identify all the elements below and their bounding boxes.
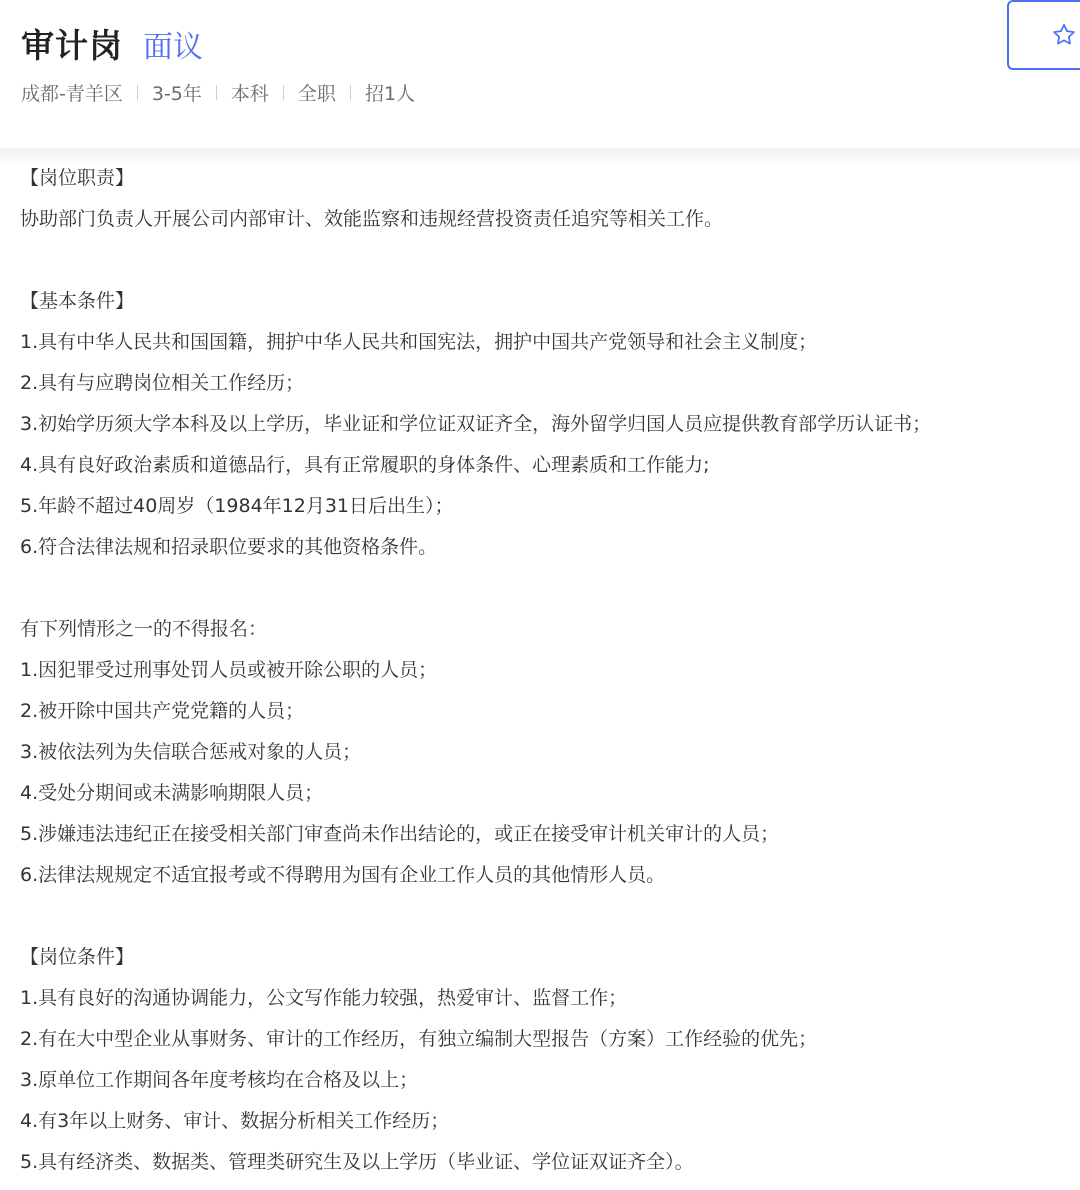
spacer (20, 247, 1070, 288)
meta-experience: 3-5年 (151, 83, 202, 105)
list-item: 2.被开除中国共产党党籍的人员； (20, 700, 305, 722)
list-item: 4.有3年以上财务、审计、数据分析相关工作经历； (20, 1110, 450, 1132)
meta-divider (216, 85, 217, 100)
meta-job-type: 全职 (297, 83, 336, 105)
section-heading-requirements: 【岗位条件】 (20, 946, 135, 968)
section-heading-exclusions: 有下列情形之一的不得报名： (20, 618, 268, 640)
meta-divider (350, 85, 351, 100)
list-item: 5.年龄不超过40周岁（1984年12月31日后出生）； (20, 495, 454, 517)
star-icon (1051, 22, 1077, 48)
list-item: 6.法律法规规定不适宜报考或不得聘用为国有企业工作人员的其他情形人员。 (20, 864, 666, 886)
list-item: 4.受处分期间或未满影响期限人员； (20, 782, 324, 804)
list-item: 1.具有中华人民共和国国籍，拥护中华人民共和国宪法，拥护中国共产党领导和社会主义制度； (20, 331, 818, 353)
list-item: 1.因犯罪受过刑事处罚人员或被开除公职的人员； (20, 659, 438, 681)
meta-location: 成都-青羊区 (21, 83, 123, 105)
meta-headcount: 招1人 (364, 83, 416, 105)
salary: 面议 (143, 30, 203, 65)
meta-education: 本科 (230, 83, 269, 105)
list-item: 协助部门负责人开展公司内部审计、效能监察和违规经营投资责任追究等相关工作。 (20, 208, 724, 230)
spacer (20, 903, 1070, 944)
list-item: 1.具有良好的沟通协调能力，公文写作能力较强，热爱审计、监督工作； (20, 987, 628, 1009)
list-item: 5.具有经济类、数据类、管理类研究生及以上学历（毕业证、学位证双证齐全）。 (20, 1151, 694, 1173)
list-item: 3.被依法列为失信联合惩戒对象的人员； (20, 741, 362, 763)
section-heading-duties: 【岗位职责】 (20, 167, 135, 189)
meta-divider (137, 85, 138, 100)
section-heading-basic: 【基本条件】 (20, 290, 135, 312)
spacer (20, 575, 1070, 616)
list-item: 3.初始学历须大学本科及以上学历，毕业证和学位证双证齐全，海外留学归国人员应提供教育部学历认证书； (20, 413, 932, 435)
job-title: 审计岗 (21, 26, 123, 65)
job-description (20, 165, 1070, 1190)
list-item: 4.具有良好政治素质和道德品行，具有正常履职的身体条件、心理素质和工作能力; (20, 454, 710, 476)
favorite-button[interactable] (1007, 0, 1080, 70)
job-header (0, 0, 1080, 155)
list-item: 6.符合法律法规和招录职位要求的其他资格条件。 (20, 536, 438, 558)
list-item: 2.有在大中型企业从事财务、审计的工作经历，有独立编制大型报告（方案）工作经验的优先； (20, 1028, 818, 1050)
header-shadow (0, 148, 1080, 166)
list-item: 3.原单位工作期间各年度考核均在合格及以上； (20, 1069, 419, 1091)
list-item: 5.涉嫌违法违纪正在接受相关部门审查尚未作出结论的，或正在接受审计机关审计的人员； (20, 823, 780, 845)
list-item: 2.具有与应聘岗位相关工作经历； (20, 372, 305, 394)
meta-divider (283, 85, 284, 100)
job-meta (21, 79, 415, 106)
title-row (21, 20, 203, 67)
